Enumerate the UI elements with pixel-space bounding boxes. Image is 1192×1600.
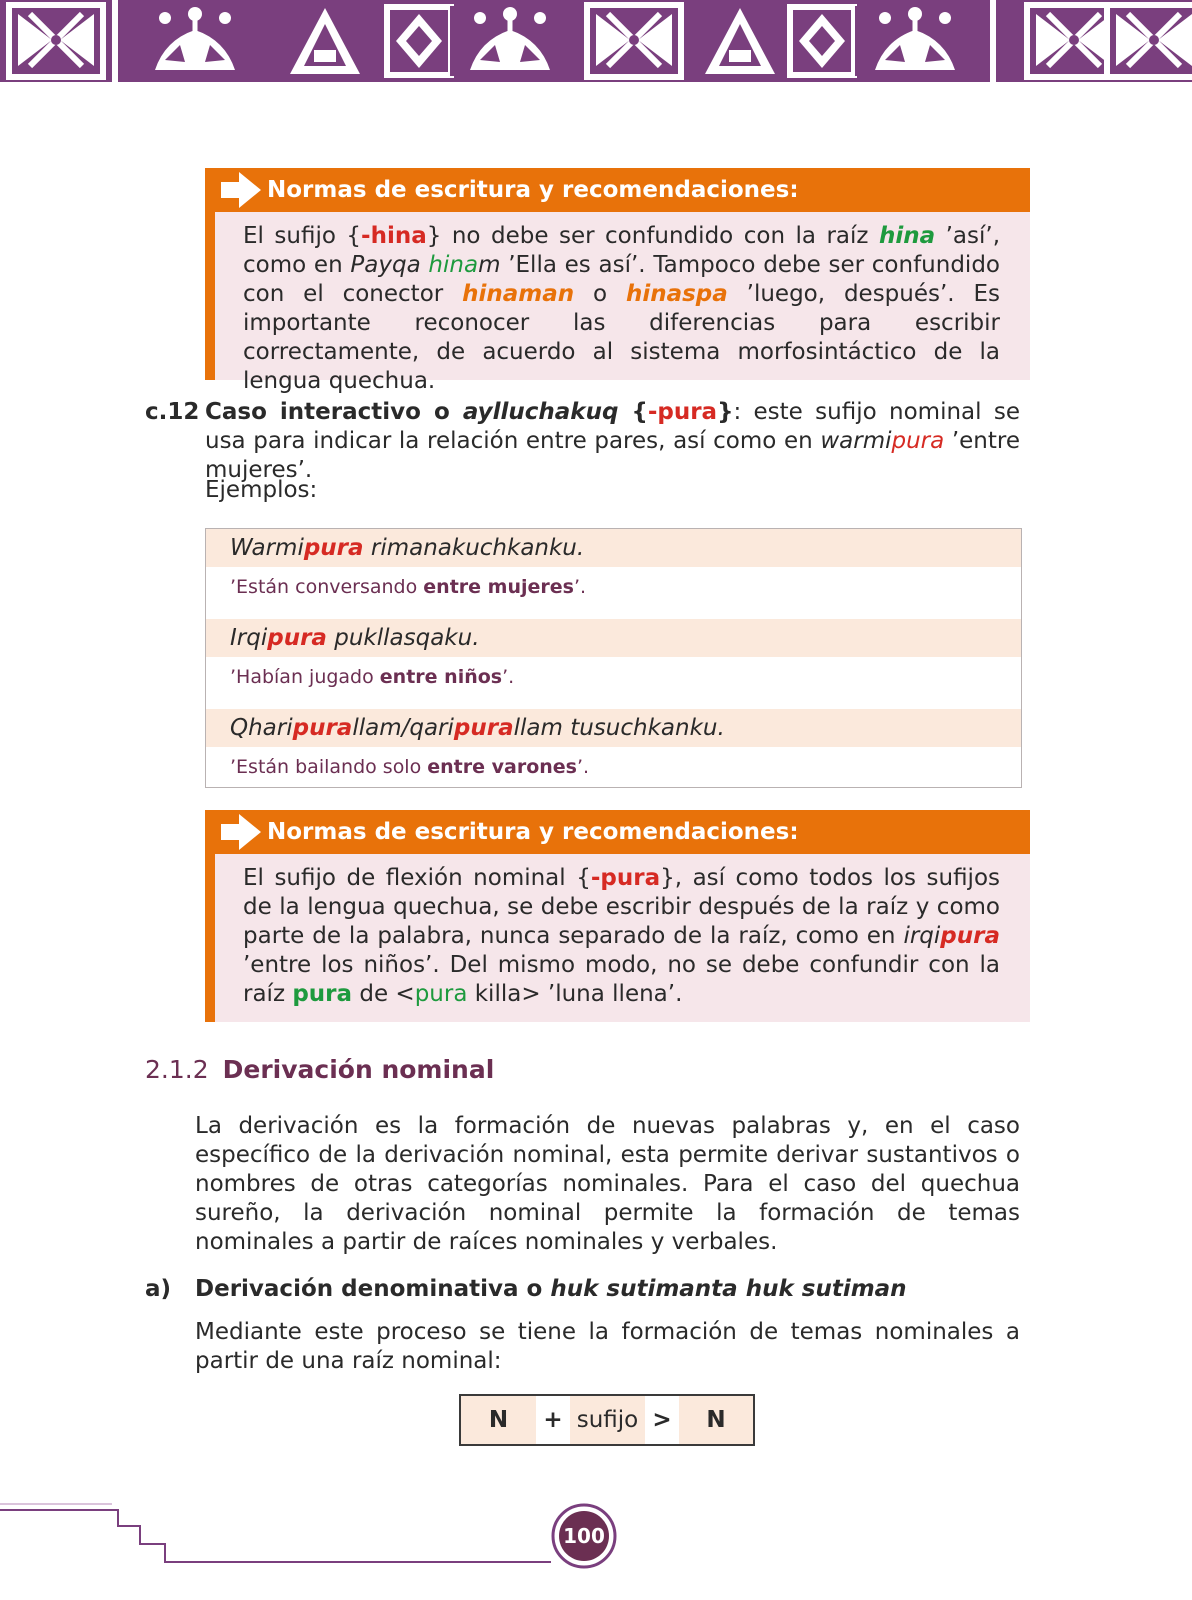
body-paragraph: Mediante este proceso se tiene la formación de temas nominales a partir de una raíz nominal: (195, 1319, 1020, 1374)
writing-norms-note (205, 810, 1030, 1022)
note-title: Normas de escritura y recomendaciones: (267, 177, 799, 203)
formula-plus: + (543, 1407, 563, 1433)
textile-pattern-icon (0, 0, 1192, 82)
example-translation: ’Están bailando solo entre varones’. (206, 747, 1021, 787)
section-number: c.12 (145, 399, 200, 425)
example-translation: ’Están conversando entre mujeres’. (206, 567, 1021, 619)
formula-arrow: > (652, 1407, 672, 1433)
subsection-heading: a) Derivación denominativa o huk sutimanta huk sutiman (145, 1276, 907, 1302)
note-header (215, 810, 1030, 854)
example-translation: ’Habían jugado entre niños’. (206, 657, 1021, 709)
section-c12 (145, 398, 1020, 485)
note-text: El sufijo {-hina} no debe ser confundido con la raíz hina ’así’, como en Payqa hinam ’Ella es así’. Tampoco debe ser confundido con el conector hinaman o hinaspa ’luego, después’. Es importante reconocer las diferencias para escribir correctamente, de acuerdo al sistema morfosintáctico de la lengua quechua. (243, 223, 1001, 394)
arrow-right-icon (219, 170, 265, 210)
example-quechua: Qharipurallam/qaripurallam tusuchkanku. (206, 709, 1021, 747)
page-number: 100 (563, 1524, 605, 1548)
formula-box (459, 1394, 755, 1446)
section-heading: 2.1.2 Derivación nominal (145, 1055, 495, 1084)
note-header (215, 168, 1030, 212)
formula-result: N (679, 1396, 753, 1444)
example-quechua: Warmipura rimanakuchkanku. (206, 529, 1021, 567)
note-text: El sufijo de flexión nominal {-pura}, así como todos los sufijos de la lengua quechua, se debe escribir después de la raíz y como parte de la palabra, nunca separado de la raíz, como en irqipura ’entre los niños’. Del mismo modo, no se debe confundir con la raíz pura de <pura killa> ’luna llena’. (243, 865, 1001, 1007)
note-title: Normas de escritura y recomendaciones: (267, 819, 799, 845)
body-paragraph: La derivación es la formación de nuevas palabras y, en el caso específico de la derivación nominal, esta permite derivar sustantivos o nombres de otras categorías nominales. Para el caso del quechua sureño, la derivación nominal permite la formación de temas nominales a partir de raíces nominales y verbales. (195, 1113, 1020, 1255)
example-quechua: Irqipura pukllasqaku. (206, 619, 1021, 657)
arrow-right-icon (219, 812, 265, 852)
section-text: Caso interactivo o aylluchakuq {-pura}: este sufijo nominal se usa para indicar la relación entre pares, así como en warmipura ’entre mujeres’. (205, 399, 1020, 483)
writing-norms-note (205, 168, 1030, 394)
formula-noun: N (461, 1396, 536, 1444)
formula-suffix: sufijo (570, 1396, 645, 1444)
decorative-header-band (0, 0, 1192, 82)
examples-label: Ejemplos: (205, 477, 318, 503)
examples-table (205, 528, 1022, 788)
